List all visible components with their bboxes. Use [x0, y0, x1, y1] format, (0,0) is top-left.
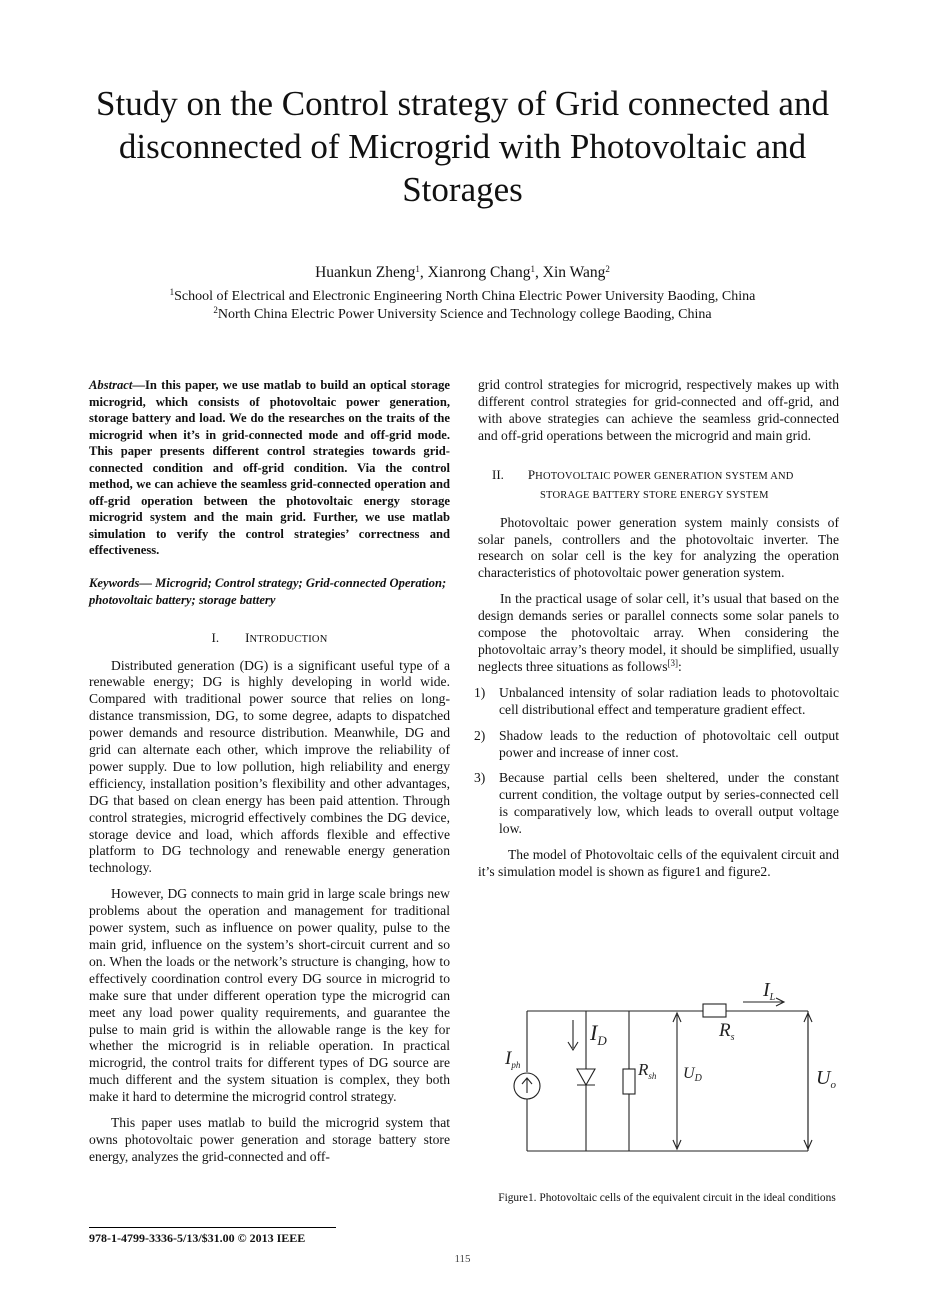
abstract-label: Abstract: [89, 378, 133, 392]
paragraph: The model of Photovoltaic cells of the equivalent circuit and it’s simulation model is shown as figure1 and figure2.: [478, 847, 839, 879]
keywords-text: Microgrid; Control strategy; Grid-connected Operation; photovoltaic battery; storage battery: [89, 575, 447, 607]
affiliation-text: North China Electric Power University Science and Technology college Baoding, China: [217, 307, 712, 322]
author-name: Xin Wang: [542, 264, 606, 281]
left-column: [89, 377, 450, 1166]
diode: [577, 1069, 595, 1085]
label-i-d: [589, 1020, 607, 1048]
author-list: [60, 264, 865, 282]
list-item: [474, 727, 839, 762]
section-number: I.: [211, 629, 220, 645]
paragraph-text: In the practical usage of solar cell, it’s usual that based on the design demands series or parallel connects some solar panels to compose the photovoltaic array. When considering the photovoltaic array’s theory model, it should be simplified, usually neglects three situations as follows: [478, 591, 839, 674]
section-number: II.: [492, 466, 504, 482]
affiliation-sup: 1: [169, 287, 175, 297]
section-title-initial: I: [245, 629, 250, 645]
label-r-sh: [637, 1060, 657, 1081]
keywords-label: Keywords—: [89, 575, 152, 590]
keywords: [89, 575, 450, 609]
label-i-ph: [504, 1048, 521, 1070]
label-u-d: [683, 1065, 703, 1084]
label-letter: R: [638, 1060, 649, 1079]
label-subscript: L: [769, 992, 776, 1003]
abstract-dash: —: [132, 378, 145, 392]
author-name: Xianrong Chang: [427, 264, 531, 281]
list-item: [474, 770, 839, 838]
footer-rule: [89, 1227, 336, 1228]
author-name: Huankun Zheng: [315, 264, 416, 281]
author-sup: 1: [415, 264, 420, 274]
abstract: [89, 377, 450, 559]
label-subscript: o: [830, 1079, 836, 1091]
label-subscript: s: [730, 1032, 735, 1043]
list-number: 2): [474, 727, 486, 743]
list-text: Unbalanced intensity of solar radiation leads to photovoltaic cell distributional effect and temperature gradient effect.: [499, 684, 839, 717]
series-resistor: [703, 1004, 726, 1017]
author-sup: 1: [530, 264, 536, 274]
paragraph: This paper uses matlab to build the microgrid system that owns photovoltaic power generation and storage battery store energy, analyzes the grid-connected and off-: [89, 1115, 450, 1164]
list-text: Shadow leads to the reduction of photovoltaic cell output power and increase of inner cost.: [499, 727, 839, 760]
label-letter: U: [683, 1065, 695, 1082]
shunt-resistor: [623, 1069, 635, 1094]
punctuation: :: [678, 658, 682, 674]
label-subscript: D: [694, 1073, 702, 1084]
affiliation-2: [40, 306, 885, 323]
label-letter: I: [763, 980, 770, 1001]
section-title-line2: STORAGE BATTERY STORE ENERGY SYSTEM: [540, 489, 769, 501]
paragraph: Distributed generation (DG) is a significant useful type of a renewable energy; DG is highly developing in world wide. Compared with traditional power source that relies on long-distance transmission, DG, to some degree, adapts to dispatched power demands and resource distribution. Meanwhile, DG and grid can alternate each other, which improve the reliability of power supply. Due to low pollution, high reliability and energy efficiency, installation position’s flexibility and other advantages, DG that based on clean energy has been paid attention. Through control strategies, microgrid effectively combines the DG device, storage device and load, which affords flexible and effective platform to DG technology and renewable energy generation technology.: [89, 657, 450, 876]
label-subscript: sh: [648, 1071, 657, 1081]
label-letter: I: [505, 1048, 512, 1069]
label-i-l: [762, 980, 776, 1003]
label-subscript: ph: [511, 1060, 521, 1070]
figure-1-caption: Figure1. Photovoltaic cells of the equivalent circuit in the ideal conditions: [498, 1192, 836, 1204]
list-number: 3): [474, 770, 486, 786]
paper-title: Study on the Control strategy of Grid connected and disconnected of Microgrid with Photovoltaic and Storages: [96, 84, 829, 209]
figure-1-circuit: [478, 980, 839, 1170]
copyright-footer: 978-1-4799-3336-5/13/$31.00 © 2013 IEEE: [89, 1231, 306, 1245]
list-text: Because partial cells been sheltered, under the constant current condition, the voltage output by series-connected cell is comparatively low, which leads to overall output voltage low.: [499, 770, 839, 837]
situation-list: [474, 684, 839, 838]
citation: [3]: [667, 657, 679, 668]
label-subscript: D: [597, 1033, 607, 1048]
right-column: [474, 377, 839, 881]
section-title-rest: HOTOVOLTAIC POWER GENERATION SYSTEM AND: [535, 470, 794, 482]
section-title-initial: P: [527, 466, 536, 482]
section-heading-introduction: [89, 629, 450, 648]
author-sep: ,: [419, 264, 428, 281]
label-letter: U: [816, 1067, 831, 1089]
paragraph: However, DG connects to main grid in large scale brings new problems about the operation and management for traditional power system, such as influence on power quality, pulse to the main grid, influence on the system’s short-circuit current and so on. When the loads or the network’s structure is changing, how to effectively coordination control every DG source in microgrid to make sure that under different operation type the microgrid can meet any load power quality requirements, and guarantee the pulse to main grid is within the allowable range is the key for whether the microgrid is in reliable operation. In practical microgrid, the control traits for different types of DG source are much different and the system situation is complex, they both make it hard to determine the microgrid control strategy.: [89, 886, 450, 1105]
label-letter: I: [590, 1020, 598, 1045]
section-title-rest: NTRODUCTION: [249, 633, 328, 645]
section-heading-photovoltaic: [478, 465, 839, 505]
paragraph: [478, 591, 839, 676]
abstract-text: In this paper, we use matlab to build an optical storage microgrid, which consists of photovoltaic power generation, storage battery and load. We do the researches on the traits of the microgrid when it’s in grid-connected mode and off-grid mode. This paper presents different control strategies towards grid-connected condition and off-grid condition. Via the control method, we can achieve the seamless grid-connected operation and off-grid operation between the photovoltaic energy storage microgrid system and the main grid. Further, we use matlab simulation to verify the control strategies’ correctness and effectiveness.: [89, 378, 450, 557]
author-sep: ,: [535, 264, 543, 281]
page-number: 115: [454, 1253, 471, 1265]
label-r-s: [718, 1020, 735, 1043]
author-sup: 2: [605, 264, 610, 274]
list-number: 1): [474, 684, 486, 700]
affiliation-text: School of Electrical and Electronic Engineering North China Electric Power University Baoding, China: [174, 289, 756, 304]
label-letter: R: [719, 1020, 731, 1041]
paragraph: grid control strategies for microgrid, respectively makes up with different control strategies for grid-connected and off-grid, and with above strategies can achieve the seamless grid-connected and off-grid operations between the microgrid and main grid.: [478, 377, 839, 443]
label-u-o: [816, 1067, 836, 1091]
paragraph: Photovoltaic power generation system mainly consists of solar panels, controllers and the photovoltaic inverter. The research on solar cell is the key for analyzing the operation characteristics of photovoltaic power generation system.: [478, 514, 839, 581]
affiliation-1: [40, 288, 885, 305]
list-item: [474, 684, 839, 719]
affiliation-sup: 2: [213, 305, 218, 315]
